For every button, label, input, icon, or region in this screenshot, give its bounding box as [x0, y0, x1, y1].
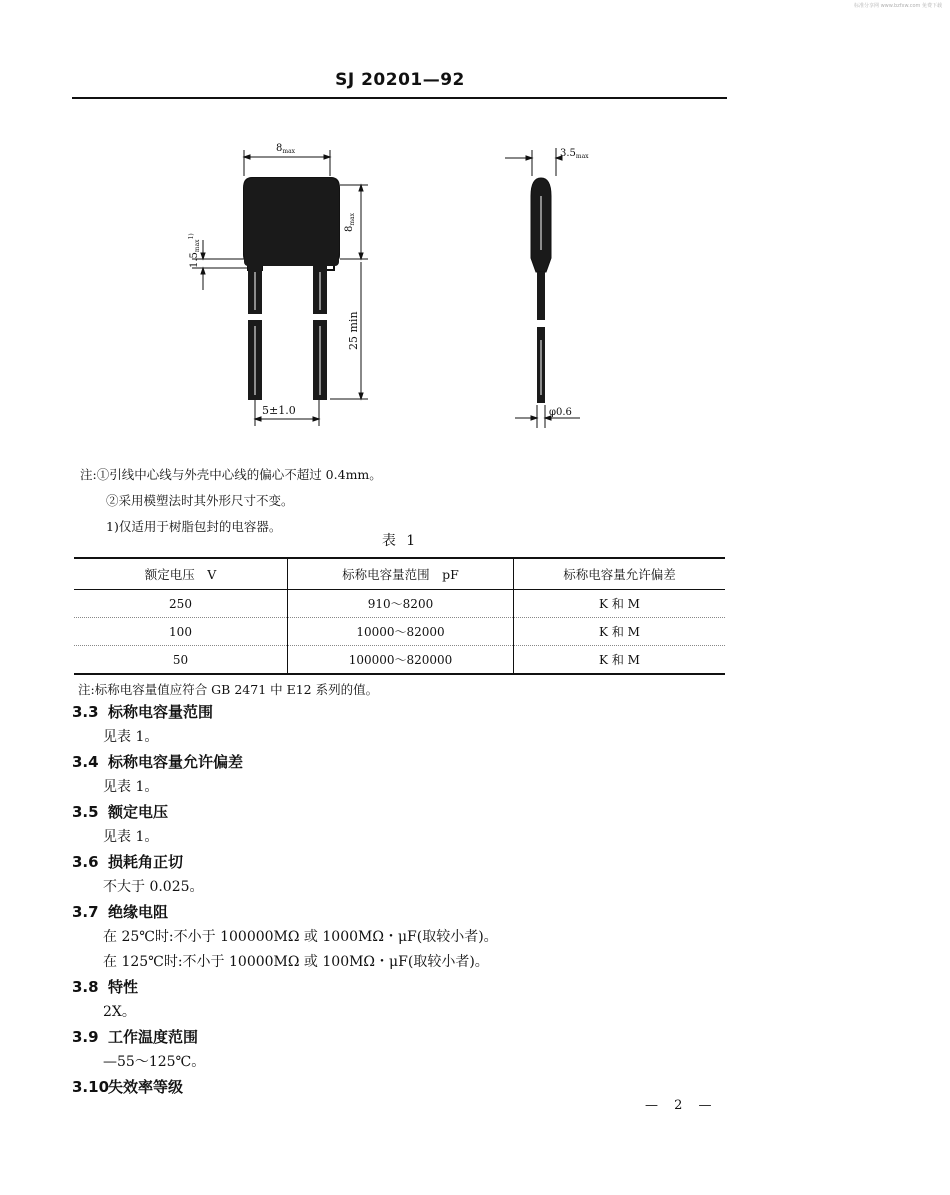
section-body: 见表 1。 [103, 729, 159, 745]
cell-range: 10000～82000 [288, 618, 514, 646]
section-heading: 3.8 特性 [72, 978, 139, 996]
table-row [74, 590, 725, 618]
height-label: $8_{max}$ [344, 212, 356, 232]
capacitor-dimension-drawing [0, 0, 950, 440]
offset-label: $1.5_{max}^{1)}$ [188, 233, 201, 268]
table-note: 注:标称电容量值应符合 GB 2471 中 E12 系列的值。 [78, 682, 379, 697]
section-body: —55～125℃。 [103, 1054, 206, 1070]
section-heading: 3.5 额定电压 [72, 803, 169, 821]
watermark: 标准分享网 www.bzfxw.com 免费下载 [854, 3, 942, 9]
cell-voltage: 100 [74, 618, 288, 646]
spacing-label: 5±1.0 [262, 404, 296, 417]
section-body: 见表 1。 [103, 779, 159, 795]
note-line-2: ②采用模塑法时其外形尺寸不变。 [106, 493, 294, 508]
cell-voltage: 250 [74, 590, 288, 618]
standard-code-header: SJ 20201—92 [335, 70, 465, 90]
section-heading: 3.7 绝缘电阻 [72, 903, 169, 921]
cell-tolerance: K 和 M [514, 618, 726, 646]
header-capacitance-range: 标称电容量范围 pF [288, 558, 514, 590]
section-heading: 3.6 损耗角正切 [72, 853, 184, 871]
header-rated-voltage: 额定电压 V [74, 558, 288, 590]
cell-range: 910～8200 [288, 590, 514, 618]
section-heading: 3.10失效率等级 [72, 1078, 184, 1096]
table-row [74, 618, 725, 646]
cell-tolerance: K 和 M [514, 590, 726, 618]
capacitor-body-fill [244, 178, 339, 262]
table-row [74, 646, 725, 675]
lead-length-label: 25 min [347, 311, 360, 350]
header-tolerance: 标称电容量允许偏差 [514, 558, 726, 590]
section-body: 在 125℃时:不小于 10000MΩ 或 100MΩ・μF(取较小者)。 [103, 954, 489, 970]
cell-voltage: 50 [74, 646, 288, 675]
width-label: $8_{max}$ [276, 143, 296, 155]
section-heading: 3.3 标称电容量范围 [72, 703, 214, 721]
table-title: 表 1 [381, 533, 419, 549]
page-number: — 2 — [645, 1098, 718, 1113]
lead-side-upper [537, 272, 545, 320]
thickness-label: $3.5_{max}$ [560, 148, 589, 160]
cell-range: 100000～820000 [288, 646, 514, 675]
section-heading: 3.4 标称电容量允许偏差 [72, 753, 244, 771]
cell-tolerance: K 和 M [514, 646, 726, 675]
capacitance-table [74, 557, 725, 675]
table-header-row [74, 558, 725, 590]
section-body: 见表 1。 [103, 829, 159, 845]
diameter-label: φ0.6 [549, 407, 572, 418]
note-line-1: 注:①引线中心线与外壳中心线的偏心不超过 0.4mm。 [80, 467, 382, 482]
note-line-3: 1)仅适用于树脂包封的电容器。 [106, 519, 282, 534]
section-body: 不大于 0.025。 [103, 879, 204, 895]
section-body: 在 25℃时:不小于 100000MΩ 或 1000MΩ・μF(取较小者)。 [103, 929, 498, 945]
section-body: 2X。 [103, 1004, 136, 1020]
sections [72, 700, 498, 1100]
figure-notes [80, 462, 382, 540]
section-heading: 3.9 工作温度范围 [72, 1028, 199, 1046]
